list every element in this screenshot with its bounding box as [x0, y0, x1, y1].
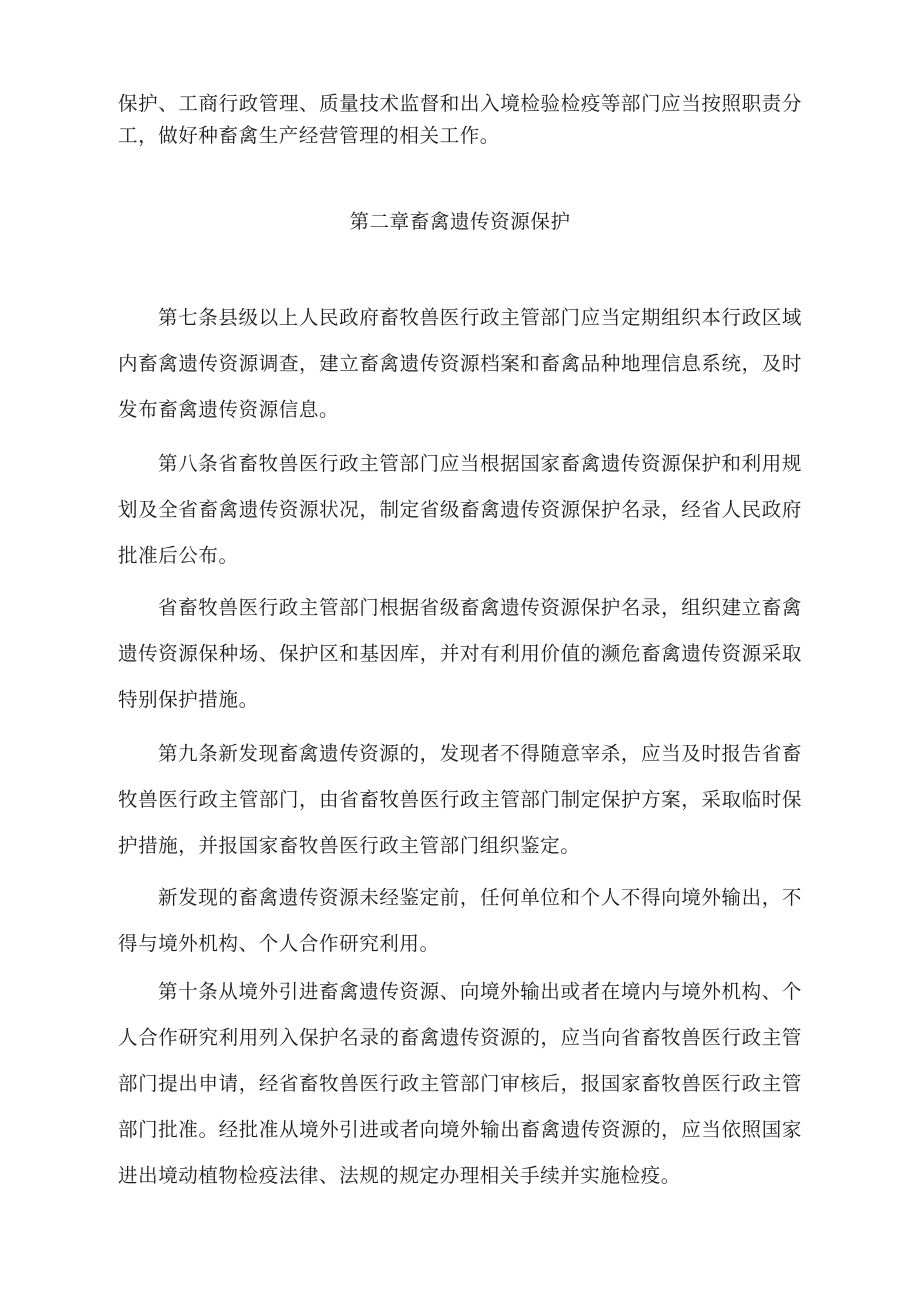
article-8-paragraph: 第八条省畜牧兽医行政主管部门应当根据国家畜禽遗传资源保护和利用规划及全省畜禽遗传资源状况，制定省级畜禽遗传资源保护名录，经省人民政府批准后公布。 — [118, 452, 802, 567]
article-7-paragraph: 第七条县级以上人民政府畜牧兽医行政主管部门应当定期组织本行政区域内畜禽遗传资源调查，建立畜禽遗传资源档案和畜禽品种地理信息系统，及时发布畜禽遗传资源信息。 — [118, 306, 802, 421]
continuation-paragraph: 保护、工商行政管理、质量技术监督和出入境检验检疫等部门应当按照职责分工，做好种畜禽生产经营管理的相关工作。 — [118, 92, 802, 147]
article-9-paragraph: 第九条新发现畜禽遗传资源的，发现者不得随意宰杀，应当及时报告省畜牧兽医行政主管部门，由省畜牧兽医行政主管部门制定保护方案，采取临时保护措施，并报国家畜牧兽医行政主管部门组织鉴定。 — [118, 742, 802, 857]
article-10-paragraph: 第十条从境外引进畜禽遗传资源、向境外输出或者在境内与境外机构、个人合作研究利用列入保护名录的畜禽遗传资源的，应当向省畜牧兽医行政主管部门提出申请，经省畜牧兽医行政主管部门审核后，报国家畜牧兽医行政主管部门批准。经批准从境外引进或者向境外输出畜禽遗传资源的，应当依照国家进出境动植物检疫法律、法规的规定办理相关手续并实施检疫。 — [118, 980, 802, 1187]
article-8-second-paragraph: 省畜牧兽医行政主管部门根据省级畜禽遗传资源保护名录，组织建立畜禽遗传资源保种场、保护区和基因库，并对有利用价值的濒危畜禽遗传资源采取特别保护措施。 — [118, 596, 802, 711]
chapter-title: 第二章畜禽遗传资源保护 — [349, 210, 571, 233]
article-9-second-paragraph: 新发现的畜禽遗传资源未经鉴定前，任何单位和个人不得向境外输出，不得与境外机构、个人合作研究利用。 — [118, 886, 802, 955]
